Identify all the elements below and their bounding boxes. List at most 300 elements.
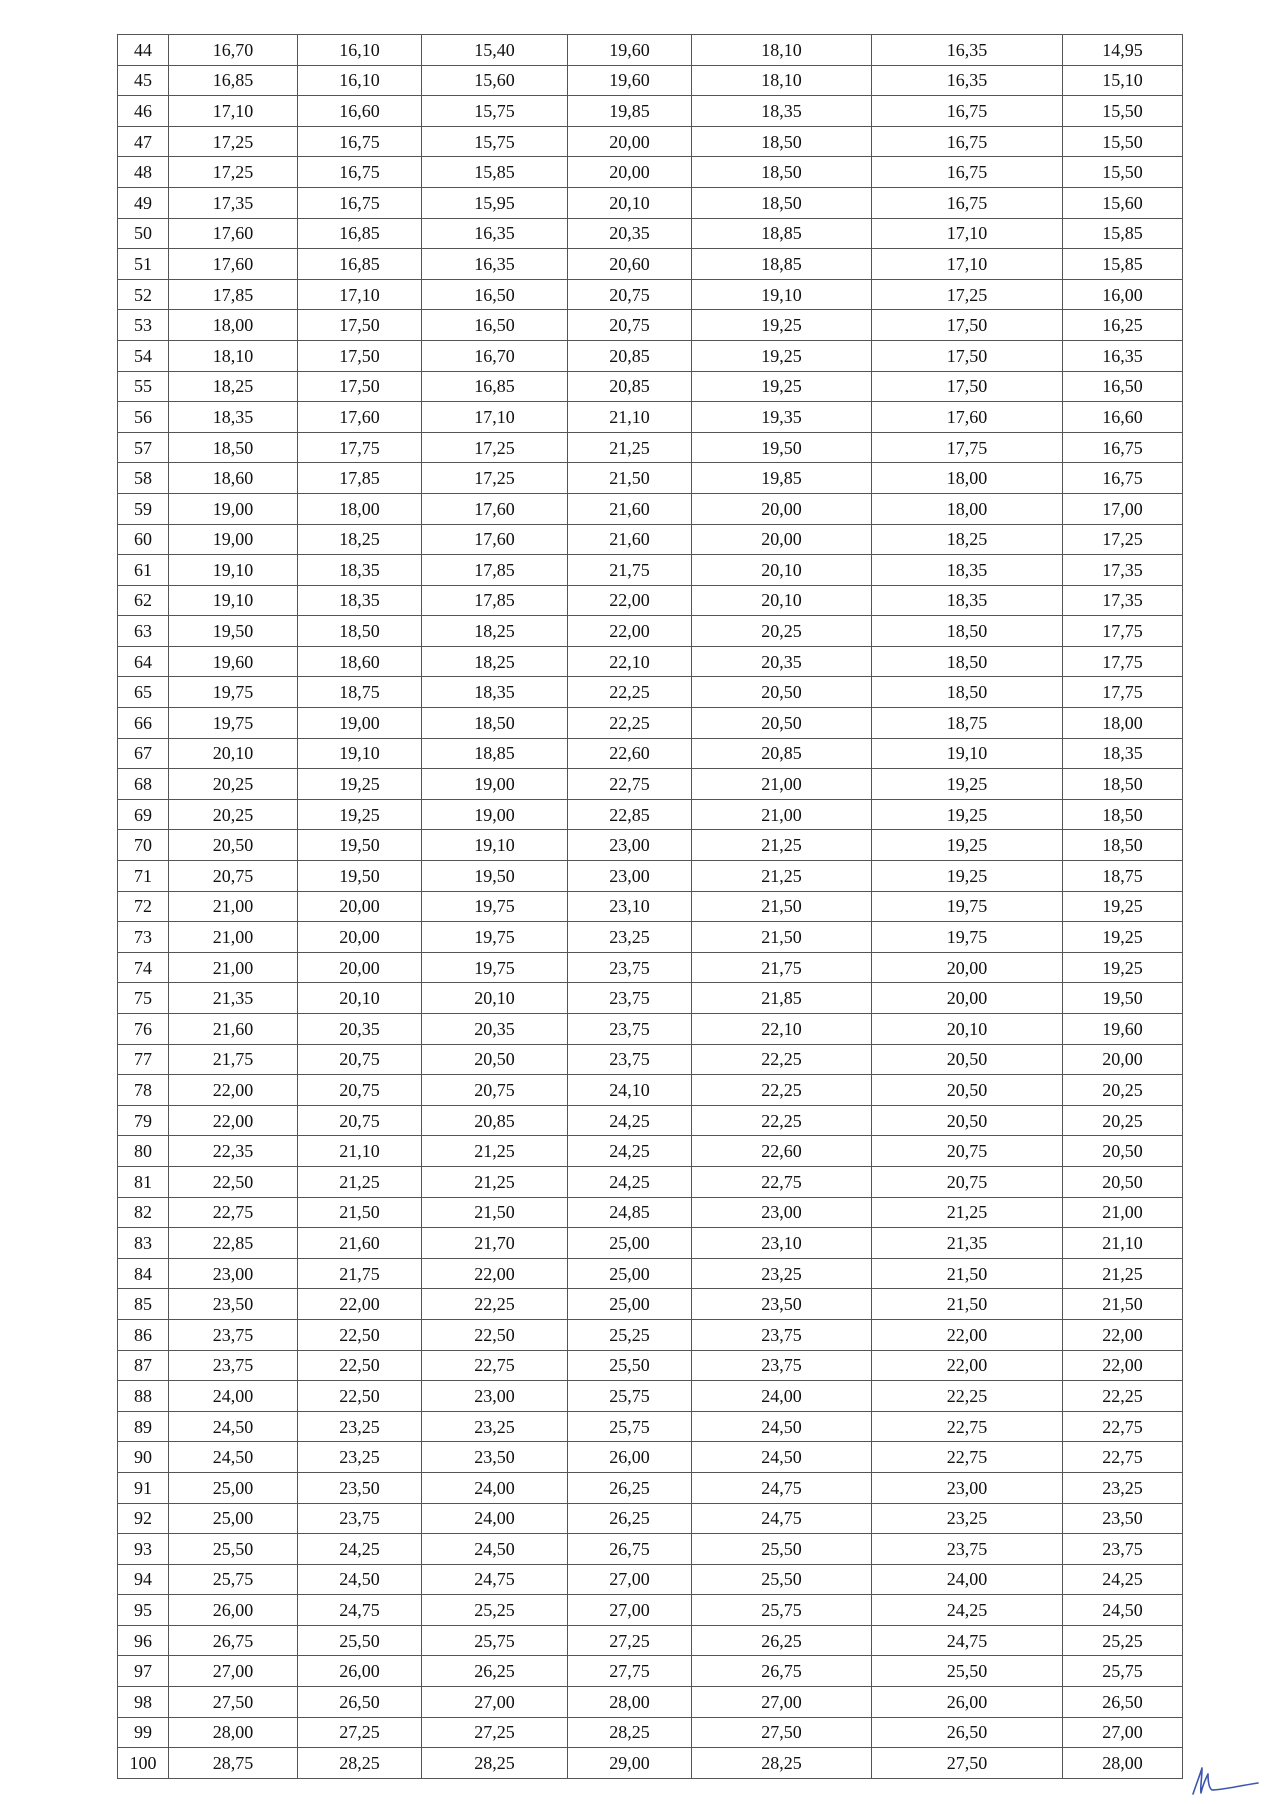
row-number-cell: 76 — [118, 1014, 169, 1045]
value-cell: 20,00 — [298, 952, 422, 983]
table-row — [118, 952, 1183, 983]
row-number-cell: 46 — [118, 96, 169, 127]
table-row — [118, 1166, 1183, 1197]
value-cell: 16,50 — [422, 310, 568, 341]
value-cell: 22,00 — [1063, 1350, 1183, 1381]
value-cell: 16,35 — [1063, 340, 1183, 371]
row-number-cell: 93 — [118, 1534, 169, 1565]
table-row — [118, 96, 1183, 127]
value-cell: 17,10 — [872, 249, 1063, 280]
row-number-cell: 59 — [118, 493, 169, 524]
value-cell: 18,25 — [422, 646, 568, 677]
value-cell: 18,75 — [872, 708, 1063, 739]
value-cell: 18,85 — [692, 249, 872, 280]
value-cell: 22,25 — [692, 1044, 872, 1075]
row-number-cell: 92 — [118, 1503, 169, 1534]
value-cell: 23,75 — [568, 952, 692, 983]
table-row — [118, 1595, 1183, 1626]
row-number-cell: 83 — [118, 1228, 169, 1259]
row-number-cell: 69 — [118, 799, 169, 830]
value-cell: 16,75 — [298, 126, 422, 157]
value-cell: 16,75 — [1063, 463, 1183, 494]
value-cell: 25,00 — [568, 1228, 692, 1259]
value-cell: 21,00 — [169, 891, 298, 922]
value-cell: 16,85 — [169, 65, 298, 96]
table-row — [118, 922, 1183, 953]
value-cell: 20,00 — [298, 891, 422, 922]
value-cell: 22,75 — [1063, 1442, 1183, 1473]
value-cell: 25,50 — [872, 1656, 1063, 1687]
value-cell: 21,00 — [169, 952, 298, 983]
value-cell: 19,10 — [298, 738, 422, 769]
value-cell: 17,35 — [169, 187, 298, 218]
value-cell: 26,50 — [1063, 1687, 1183, 1718]
value-cell: 16,85 — [298, 249, 422, 280]
row-number-cell: 99 — [118, 1717, 169, 1748]
value-cell: 28,00 — [169, 1717, 298, 1748]
value-cell: 25,25 — [568, 1319, 692, 1350]
value-cell: 27,50 — [692, 1717, 872, 1748]
value-cell: 28,00 — [568, 1687, 692, 1718]
table-row — [118, 1044, 1183, 1075]
table-row — [118, 187, 1183, 218]
row-number-cell: 66 — [118, 708, 169, 739]
value-cell: 15,50 — [1063, 96, 1183, 127]
value-cell: 17,50 — [872, 310, 1063, 341]
value-cell: 17,75 — [1063, 677, 1183, 708]
value-cell: 17,60 — [298, 402, 422, 433]
value-cell: 28,25 — [422, 1748, 568, 1779]
value-cell: 20,00 — [1063, 1044, 1183, 1075]
value-cell: 22,00 — [872, 1350, 1063, 1381]
row-number-cell: 55 — [118, 371, 169, 402]
row-number-cell: 62 — [118, 585, 169, 616]
value-cell: 18,10 — [169, 340, 298, 371]
value-cell: 25,50 — [692, 1534, 872, 1565]
value-cell: 21,70 — [422, 1228, 568, 1259]
table-row — [118, 1534, 1183, 1565]
value-cell: 20,50 — [169, 830, 298, 861]
row-number-cell: 60 — [118, 524, 169, 555]
table-row — [118, 1564, 1183, 1595]
value-cell: 18,50 — [1063, 799, 1183, 830]
value-cell: 22,00 — [422, 1258, 568, 1289]
value-cell: 18,35 — [872, 555, 1063, 586]
row-number-cell: 48 — [118, 157, 169, 188]
value-cell: 26,00 — [298, 1656, 422, 1687]
value-cell: 22,75 — [1063, 1411, 1183, 1442]
value-cell: 26,50 — [298, 1687, 422, 1718]
value-cell: 22,75 — [692, 1166, 872, 1197]
value-cell: 24,75 — [692, 1472, 872, 1503]
value-cell: 27,00 — [568, 1564, 692, 1595]
value-cell: 18,50 — [872, 677, 1063, 708]
value-cell: 22,35 — [169, 1136, 298, 1167]
value-cell: 21,25 — [422, 1166, 568, 1197]
table-row — [118, 708, 1183, 739]
value-cell: 24,00 — [422, 1503, 568, 1534]
row-number-cell: 86 — [118, 1319, 169, 1350]
value-cell: 21,35 — [872, 1228, 1063, 1259]
value-cell: 16,75 — [1063, 432, 1183, 463]
value-cell: 21,00 — [692, 769, 872, 800]
signature-stroke — [1193, 1768, 1258, 1794]
value-cell: 23,25 — [872, 1503, 1063, 1534]
row-number-cell: 95 — [118, 1595, 169, 1626]
value-cell: 23,00 — [872, 1472, 1063, 1503]
value-cell: 19,85 — [568, 96, 692, 127]
value-cell: 23,75 — [692, 1319, 872, 1350]
row-number-cell: 80 — [118, 1136, 169, 1167]
value-cell: 19,00 — [422, 769, 568, 800]
value-cell: 17,50 — [872, 371, 1063, 402]
value-cell: 20,00 — [872, 952, 1063, 983]
value-cell: 26,00 — [169, 1595, 298, 1626]
value-cell: 24,25 — [568, 1136, 692, 1167]
value-cell: 23,25 — [1063, 1472, 1183, 1503]
value-cell: 24,25 — [568, 1105, 692, 1136]
value-cell: 24,25 — [872, 1595, 1063, 1626]
value-cell: 26,25 — [692, 1625, 872, 1656]
table-row — [118, 861, 1183, 892]
value-cell: 25,75 — [422, 1625, 568, 1656]
value-cell: 19,50 — [422, 861, 568, 892]
value-cell: 22,10 — [568, 646, 692, 677]
value-cell: 25,75 — [169, 1564, 298, 1595]
value-cell: 16,70 — [422, 340, 568, 371]
value-cell: 19,75 — [169, 677, 298, 708]
value-cell: 23,25 — [692, 1258, 872, 1289]
table-row — [118, 310, 1183, 341]
row-number-cell: 51 — [118, 249, 169, 280]
table-row — [118, 616, 1183, 647]
row-number-cell: 56 — [118, 402, 169, 433]
row-number-cell: 64 — [118, 646, 169, 677]
table-row — [118, 983, 1183, 1014]
row-number-cell: 98 — [118, 1687, 169, 1718]
row-number-cell: 52 — [118, 279, 169, 310]
value-cell: 20,00 — [872, 983, 1063, 1014]
value-cell: 19,75 — [872, 922, 1063, 953]
value-cell: 28,25 — [692, 1748, 872, 1779]
value-cell: 21,25 — [1063, 1258, 1183, 1289]
table-body — [118, 35, 1183, 1779]
value-cell: 19,10 — [422, 830, 568, 861]
row-number-cell: 91 — [118, 1472, 169, 1503]
value-cell: 21,10 — [298, 1136, 422, 1167]
value-cell: 17,50 — [298, 371, 422, 402]
value-cell: 20,25 — [169, 769, 298, 800]
value-cell: 18,85 — [422, 738, 568, 769]
table-row — [118, 646, 1183, 677]
row-number-cell: 71 — [118, 861, 169, 892]
value-cell: 16,75 — [298, 187, 422, 218]
value-cell: 20,85 — [422, 1105, 568, 1136]
value-cell: 24,00 — [422, 1472, 568, 1503]
value-cell: 15,40 — [422, 35, 568, 66]
value-cell: 24,75 — [422, 1564, 568, 1595]
row-number-cell: 84 — [118, 1258, 169, 1289]
value-cell: 17,25 — [169, 157, 298, 188]
signature — [1188, 1760, 1268, 1800]
value-cell: 25,75 — [692, 1595, 872, 1626]
table-row — [118, 1289, 1183, 1320]
value-cell: 18,00 — [298, 493, 422, 524]
value-cell: 21,50 — [422, 1197, 568, 1228]
value-cell: 25,75 — [568, 1411, 692, 1442]
value-cell: 20,10 — [422, 983, 568, 1014]
value-cell: 19,00 — [169, 493, 298, 524]
row-number-cell: 89 — [118, 1411, 169, 1442]
value-cell: 20,50 — [422, 1044, 568, 1075]
table-row — [118, 463, 1183, 494]
value-cell: 19,10 — [169, 585, 298, 616]
value-cell: 17,25 — [1063, 524, 1183, 555]
value-cell: 20,75 — [568, 310, 692, 341]
table-row — [118, 340, 1183, 371]
value-cell: 15,95 — [422, 187, 568, 218]
value-cell: 22,25 — [568, 708, 692, 739]
value-cell: 20,35 — [298, 1014, 422, 1045]
value-cell: 20,75 — [298, 1075, 422, 1106]
value-cell: 20,75 — [298, 1044, 422, 1075]
value-cell: 20,75 — [872, 1136, 1063, 1167]
table-row — [118, 1350, 1183, 1381]
value-cell: 18,25 — [169, 371, 298, 402]
row-number-cell: 74 — [118, 952, 169, 983]
value-cell: 18,35 — [298, 585, 422, 616]
value-cell: 23,75 — [298, 1503, 422, 1534]
value-cell: 16,70 — [169, 35, 298, 66]
value-cell: 22,50 — [422, 1319, 568, 1350]
value-cell: 16,60 — [1063, 402, 1183, 433]
value-cell: 27,00 — [422, 1687, 568, 1718]
value-cell: 23,00 — [568, 861, 692, 892]
value-cell: 17,85 — [298, 463, 422, 494]
value-cell: 16,25 — [1063, 310, 1183, 341]
value-cell: 17,10 — [169, 96, 298, 127]
value-cell: 20,25 — [1063, 1075, 1183, 1106]
value-cell: 23,50 — [1063, 1503, 1183, 1534]
value-cell: 17,60 — [169, 249, 298, 280]
value-cell: 24,75 — [298, 1595, 422, 1626]
table-row — [118, 371, 1183, 402]
value-cell: 23,50 — [169, 1289, 298, 1320]
value-cell: 23,75 — [169, 1350, 298, 1381]
value-cell: 19,25 — [692, 371, 872, 402]
value-cell: 16,75 — [872, 126, 1063, 157]
table-row — [118, 799, 1183, 830]
row-number-cell: 82 — [118, 1197, 169, 1228]
value-cell: 15,50 — [1063, 157, 1183, 188]
value-cell: 18,00 — [1063, 708, 1183, 739]
value-cell: 18,60 — [169, 463, 298, 494]
value-cell: 15,60 — [1063, 187, 1183, 218]
table-row — [118, 830, 1183, 861]
value-cell: 19,25 — [692, 310, 872, 341]
table-row — [118, 218, 1183, 249]
value-cell: 18,35 — [298, 555, 422, 586]
value-cell: 19,10 — [872, 738, 1063, 769]
value-cell: 24,50 — [692, 1442, 872, 1473]
value-cell: 27,25 — [568, 1625, 692, 1656]
value-cell: 22,85 — [169, 1228, 298, 1259]
value-cell: 25,50 — [692, 1564, 872, 1595]
row-number-cell: 94 — [118, 1564, 169, 1595]
value-cell: 19,25 — [872, 769, 1063, 800]
table-row — [118, 1442, 1183, 1473]
value-cell: 16,00 — [1063, 279, 1183, 310]
value-cell: 21,50 — [568, 463, 692, 494]
row-number-cell: 85 — [118, 1289, 169, 1320]
value-cell: 23,10 — [692, 1228, 872, 1259]
value-cell: 26,00 — [568, 1442, 692, 1473]
table-row — [118, 1258, 1183, 1289]
value-cell: 26,75 — [692, 1656, 872, 1687]
value-cell: 25,00 — [169, 1472, 298, 1503]
value-cell: 17,35 — [1063, 585, 1183, 616]
table-row — [118, 65, 1183, 96]
row-number-cell: 75 — [118, 983, 169, 1014]
value-cell: 20,10 — [169, 738, 298, 769]
table-row — [118, 1228, 1183, 1259]
value-cell: 18,00 — [872, 463, 1063, 494]
value-cell: 20,75 — [169, 861, 298, 892]
value-cell: 18,25 — [298, 524, 422, 555]
value-cell: 21,50 — [298, 1197, 422, 1228]
value-cell: 17,50 — [872, 340, 1063, 371]
value-cell: 21,25 — [692, 861, 872, 892]
value-cell: 23,75 — [568, 983, 692, 1014]
value-cell: 20,50 — [872, 1105, 1063, 1136]
value-cell: 20,75 — [422, 1075, 568, 1106]
value-cell: 23,10 — [568, 891, 692, 922]
value-cell: 22,00 — [872, 1319, 1063, 1350]
value-cell: 20,85 — [568, 340, 692, 371]
row-number-cell: 61 — [118, 555, 169, 586]
value-cell: 16,75 — [872, 157, 1063, 188]
table-row — [118, 555, 1183, 586]
value-cell: 15,60 — [422, 65, 568, 96]
table-row — [118, 157, 1183, 188]
value-cell: 23,00 — [692, 1197, 872, 1228]
value-cell: 22,75 — [422, 1350, 568, 1381]
table-row — [118, 1717, 1183, 1748]
value-cell: 24,50 — [298, 1564, 422, 1595]
value-cell: 17,75 — [1063, 646, 1183, 677]
value-cell: 22,75 — [568, 769, 692, 800]
value-cell: 24,75 — [692, 1503, 872, 1534]
value-cell: 18,60 — [298, 646, 422, 677]
value-cell: 22,00 — [298, 1289, 422, 1320]
table-row — [118, 1105, 1183, 1136]
value-cell: 23,00 — [169, 1258, 298, 1289]
value-cell: 18,35 — [169, 402, 298, 433]
value-cell: 20,10 — [568, 187, 692, 218]
value-cell: 22,60 — [692, 1136, 872, 1167]
value-cell: 21,75 — [169, 1044, 298, 1075]
value-cell: 25,75 — [568, 1381, 692, 1412]
value-cell: 19,75 — [422, 922, 568, 953]
value-cell: 26,75 — [568, 1534, 692, 1565]
value-cell: 19,75 — [422, 952, 568, 983]
value-cell: 23,75 — [872, 1534, 1063, 1565]
table-row — [118, 1656, 1183, 1687]
value-cell: 27,25 — [422, 1717, 568, 1748]
row-number-cell: 47 — [118, 126, 169, 157]
value-cell: 19,35 — [692, 402, 872, 433]
row-number-cell: 54 — [118, 340, 169, 371]
value-cell: 18,35 — [692, 96, 872, 127]
value-cell: 19,25 — [872, 799, 1063, 830]
table-row — [118, 493, 1183, 524]
value-cell: 18,35 — [422, 677, 568, 708]
value-cell: 24,00 — [692, 1381, 872, 1412]
value-cell: 19,50 — [1063, 983, 1183, 1014]
value-cell: 22,10 — [692, 1014, 872, 1045]
value-cell: 25,50 — [568, 1350, 692, 1381]
value-cell: 27,00 — [169, 1656, 298, 1687]
row-number-cell: 72 — [118, 891, 169, 922]
value-cell: 24,50 — [1063, 1595, 1183, 1626]
row-number-cell: 79 — [118, 1105, 169, 1136]
value-cell: 27,00 — [1063, 1717, 1183, 1748]
value-cell: 18,75 — [1063, 861, 1183, 892]
value-cell: 21,50 — [692, 891, 872, 922]
value-cell: 25,75 — [1063, 1656, 1183, 1687]
value-cell: 22,25 — [872, 1381, 1063, 1412]
value-cell: 20,60 — [568, 249, 692, 280]
value-cell: 19,25 — [872, 830, 1063, 861]
table-row — [118, 1381, 1183, 1412]
value-cell: 21,60 — [298, 1228, 422, 1259]
value-cell: 19,25 — [692, 340, 872, 371]
value-cell: 21,85 — [692, 983, 872, 1014]
value-cell: 21,25 — [692, 830, 872, 861]
value-cell: 18,50 — [692, 126, 872, 157]
value-cell: 19,75 — [169, 708, 298, 739]
value-cell: 22,25 — [692, 1105, 872, 1136]
value-cell: 24,50 — [169, 1442, 298, 1473]
value-cell: 16,50 — [422, 279, 568, 310]
value-cell: 23,75 — [568, 1014, 692, 1045]
value-cell: 25,00 — [169, 1503, 298, 1534]
value-cell: 17,50 — [298, 340, 422, 371]
value-cell: 16,10 — [298, 35, 422, 66]
value-cell: 16,75 — [872, 187, 1063, 218]
value-cell: 23,75 — [169, 1319, 298, 1350]
value-cell: 20,25 — [1063, 1105, 1183, 1136]
value-cell: 15,50 — [1063, 126, 1183, 157]
value-cell: 14,95 — [1063, 35, 1183, 66]
data-table — [117, 34, 1183, 1779]
table-row — [118, 432, 1183, 463]
row-number-cell: 87 — [118, 1350, 169, 1381]
value-cell: 15,75 — [422, 96, 568, 127]
value-cell: 24,00 — [169, 1381, 298, 1412]
value-cell: 25,50 — [169, 1534, 298, 1565]
value-cell: 15,10 — [1063, 65, 1183, 96]
value-cell: 25,25 — [422, 1595, 568, 1626]
value-cell: 22,00 — [568, 616, 692, 647]
value-cell: 25,25 — [1063, 1625, 1183, 1656]
value-cell: 20,10 — [298, 983, 422, 1014]
value-cell: 22,75 — [169, 1197, 298, 1228]
value-cell: 24,25 — [568, 1166, 692, 1197]
value-cell: 21,25 — [568, 432, 692, 463]
value-cell: 22,60 — [568, 738, 692, 769]
value-cell: 19,00 — [422, 799, 568, 830]
